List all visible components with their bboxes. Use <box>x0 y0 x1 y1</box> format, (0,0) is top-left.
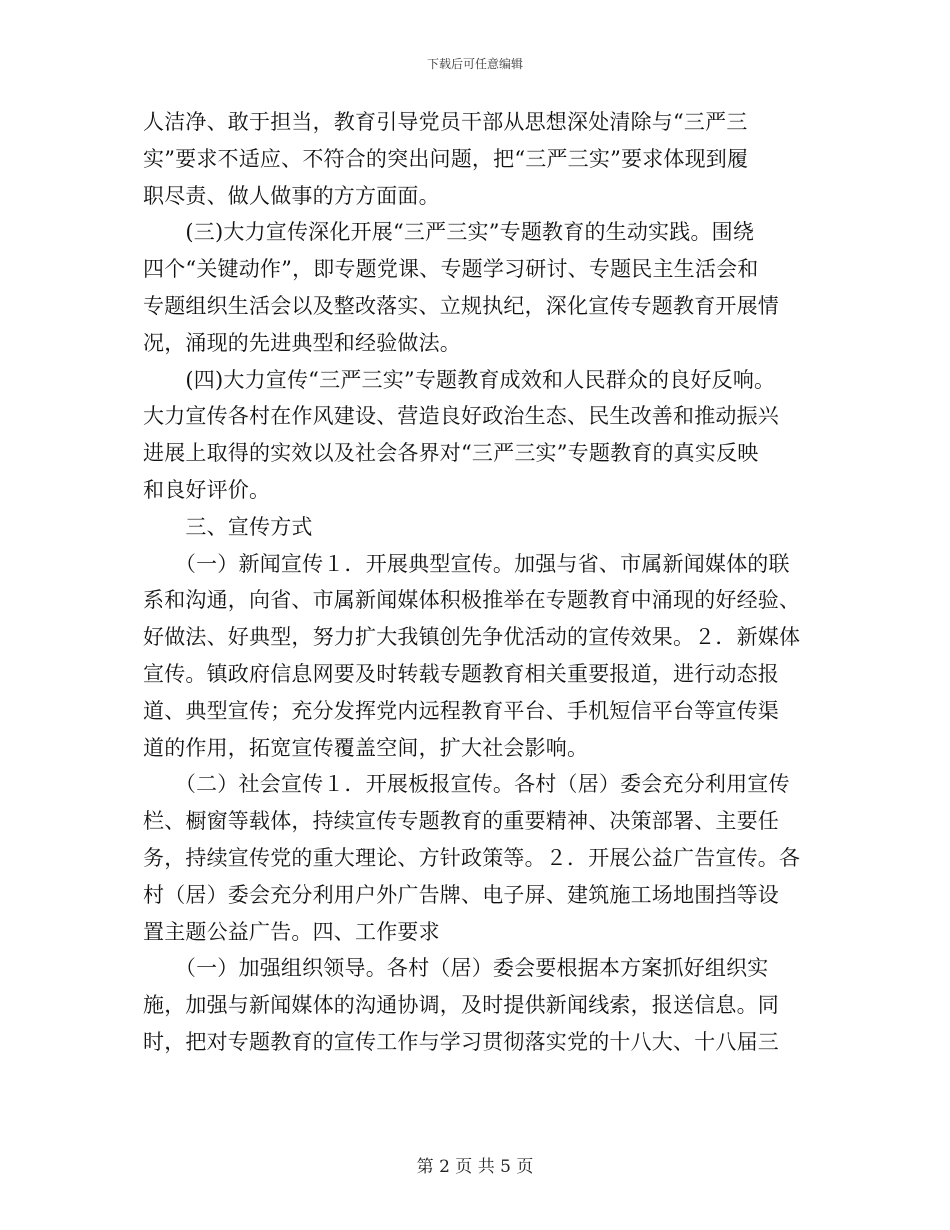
text-line: 进展上取得的实效以及社会各界对“三严三实”专题教育的真实反映 <box>143 441 759 466</box>
text-line: 务，持续宣传党的重大理论、方针政策等。２．开展公益广告宣传。各 <box>143 845 801 870</box>
text-line: 道的作用，拓宽宣传覆盖空间，扩大社会影响。 <box>143 735 589 760</box>
text-line: 人洁净、敢于担当，教育引导党员干部从思想深处清除与“三严三 <box>143 110 748 134</box>
text-line: 宣传。镇政府信息网要及时转载专题教育相关重要报道，进行动态报 <box>143 661 779 686</box>
text-line: 村（居）委会充分利用户外广告牌、电子屏、建筑施工场地围挡等设 <box>143 882 779 907</box>
text-line: 况，涌现的先进典型和经验做法。 <box>143 330 461 355</box>
text-line: 好做法、好典型，努力扩大我镇创先争优活动的宣传效果。２．新媒体 <box>143 625 801 650</box>
text-line: 置主题公益广告。四、工作要求 <box>143 919 440 944</box>
text-line: 施，加强与新闻媒体的沟通协调，及时提供新闻线索，报送信息。同 <box>143 993 779 1018</box>
text-line: （一）加强组织领导。各村（居）委会要根据本方案抓好组织实 <box>143 956 769 981</box>
text-line: 和良好评价。 <box>143 477 271 502</box>
text-line: 系和沟通，向省、市属新闻媒体积极推举在专题教育中涌现的好经验、 <box>143 588 801 613</box>
text-line: 大力宣传各村在作风建设、营造良好政治生态、民生改善和推动振兴 <box>143 404 779 429</box>
text-line: 职尽责、做人做事的方方面面。 <box>143 183 440 208</box>
text-line: 实”要求不适应、不符合的突出问题，把“三严三实”要求体现到履 <box>143 146 749 171</box>
text-line: (四)大力宣传“三严三实”专题教育成效和人民群众的良好反响。 <box>143 367 776 392</box>
text-line: （二）社会宣传１．开展板报宣传。各村（居）委会充分利用宣传 <box>143 772 790 797</box>
section-heading: 三、宣传方式 <box>143 514 313 539</box>
text-line: 时，把对专题教育的宣传工作与学习贯彻落实党的十八大、十八届三 <box>143 1029 779 1054</box>
page-header-note: 下载后可任意编辑 <box>426 57 523 71</box>
document-body <box>143 104 818 1061</box>
text-line: 道、典型宣传；充分发挥党内远程教育平台、手机短信平台等宣传渠 <box>143 698 779 723</box>
text-line: 专题组织生活会以及整改落实、立规执纪，深化宣传专题教育开展情 <box>143 293 779 318</box>
text-line: （一）新闻宣传１．开展典型宣传。加强与省、市属新闻媒体的联 <box>143 551 790 576</box>
text-line: 栏、橱窗等载体，持续宣传专题教育的重要精神、决策部署、主要任 <box>143 809 779 834</box>
page-number: 第 2 页 共 5 页 <box>416 1157 534 1177</box>
text-line: (三)大力宣传深化开展“三严三实”专题教育的生动实践。围绕 <box>143 220 755 245</box>
text-line: 四个“关键动作”，即专题党课、专题学习研讨、专题民主生活会和 <box>143 257 759 282</box>
